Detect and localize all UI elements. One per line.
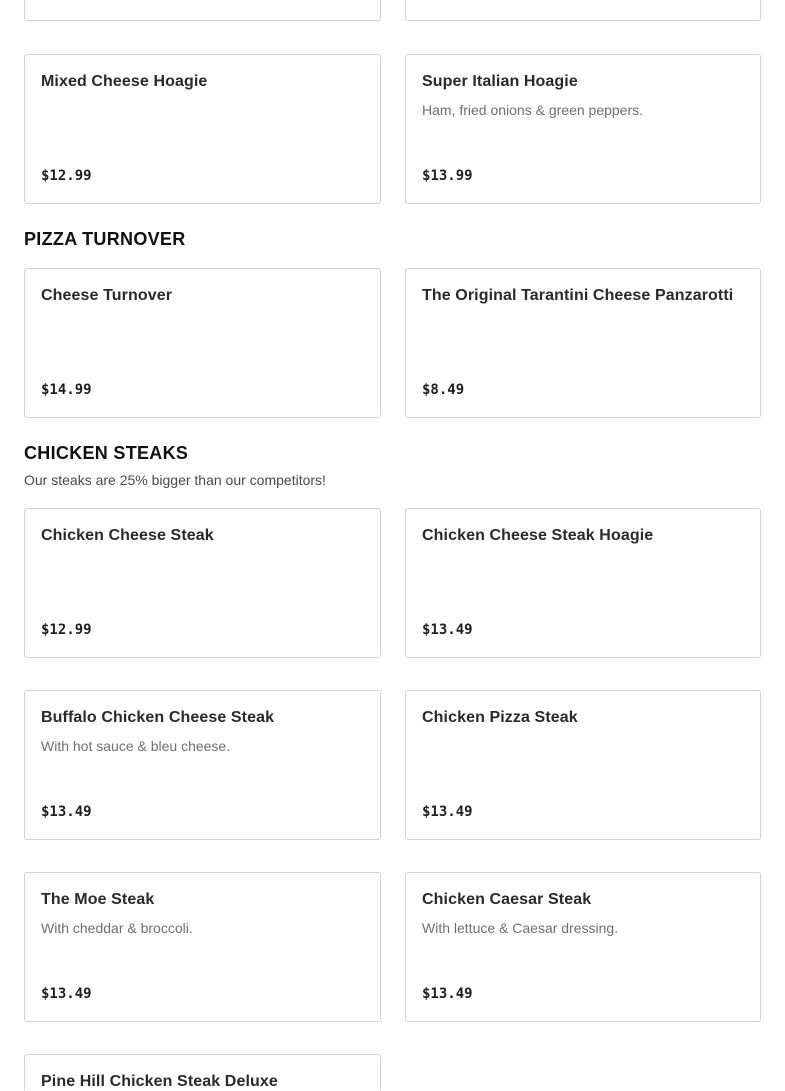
item-description: Ham, fried onions & green peppers. — [422, 102, 644, 118]
section-title: CHICKEN STEAKS — [24, 443, 189, 463]
item-price: $13.49 — [422, 622, 473, 638]
menu-item-card[interactable] — [405, 872, 761, 1022]
menu-item-card[interactable] — [24, 872, 381, 1022]
item-name: Mixed Cheese Hoagie — [41, 73, 208, 90]
section-title: PIZZA TURNOVER — [24, 229, 186, 249]
menu-item-card[interactable] — [405, 0, 761, 21]
item-price: $13.99 — [422, 168, 473, 184]
item-price: $14.99 — [41, 382, 92, 398]
item-price: $13.49 — [422, 986, 473, 1002]
item-price: $13.49 — [422, 804, 473, 820]
menu-item-card[interactable] — [405, 508, 761, 658]
menu-item-card[interactable] — [405, 690, 761, 840]
item-name: Super Italian Hoagie — [422, 73, 578, 90]
item-name: Chicken Cheese Steak Hoagie — [422, 527, 654, 544]
item-price: $13.49 — [41, 986, 92, 1002]
item-name: Cheese Turnover — [41, 287, 173, 304]
menu-item-card[interactable] — [405, 54, 761, 204]
item-price: $12.99 — [41, 168, 92, 184]
item-name: The Moe Steak — [41, 891, 155, 908]
section-subtitle: Our steaks are 25% bigger than our competitors! — [24, 472, 326, 488]
item-price: $8.49 — [422, 382, 465, 398]
menu-item-card[interactable] — [24, 1054, 381, 1090]
item-name: Buffalo Chicken Cheese Steak — [41, 709, 275, 726]
menu-item-card[interactable] — [24, 690, 381, 840]
item-name: Chicken Cheese Steak — [41, 527, 214, 544]
item-description: With cheddar & broccoli. — [41, 920, 193, 936]
menu-item-card[interactable] — [405, 268, 761, 418]
menu-item-card[interactable] — [24, 0, 381, 21]
item-name: The Original Tarantini Cheese Panzarotti — [422, 287, 734, 304]
item-price: $12.99 — [41, 622, 92, 638]
menu-item-card[interactable] — [24, 54, 381, 204]
item-description: With lettuce & Caesar dressing. — [422, 920, 619, 936]
item-name: Pine Hill Chicken Steak Deluxe — [41, 1073, 278, 1090]
item-description: With hot sauce & bleu cheese. — [41, 738, 231, 754]
menu-item-card[interactable] — [24, 508, 381, 658]
item-name: Chicken Caesar Steak — [422, 891, 592, 908]
item-name: Chicken Pizza Steak — [422, 709, 578, 726]
item-price: $13.49 — [41, 804, 92, 820]
menu-item-card[interactable] — [24, 268, 381, 418]
